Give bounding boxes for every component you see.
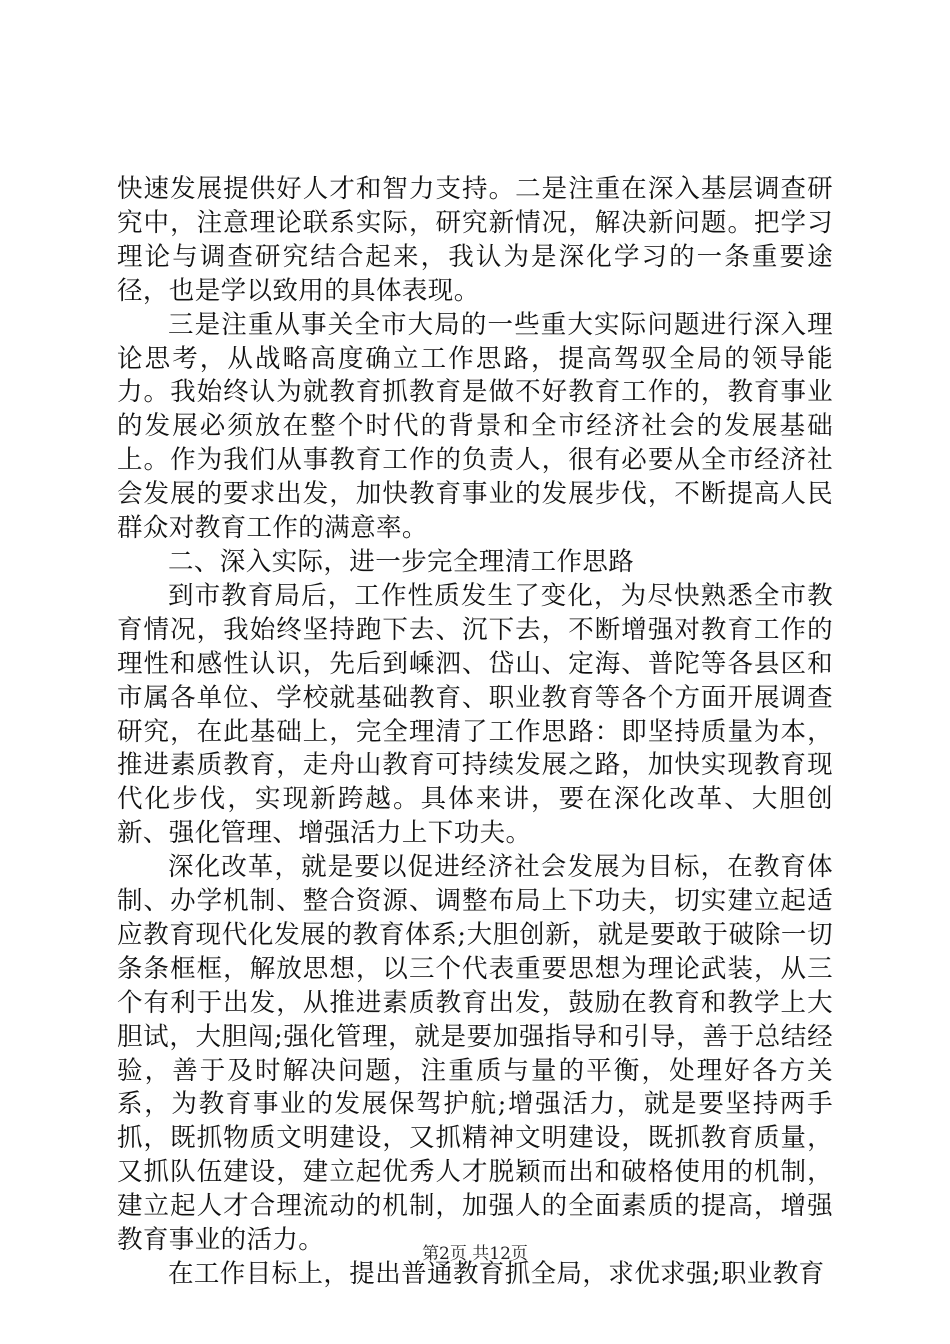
paragraph-work-goals: 在工作目标上，提出普通教育抓全局，求优求强;职业教育 <box>168 1259 825 1289</box>
paragraph-work-ideas: 到市教育局后，工作性质发生了变化，为尽快熟悉全市教育情况，我始终坚持跑下去、沉下去，不断增强对教育工作的理性和感性认识，先后到嵊泗、岱山、定海、普陀等各县区和市属各单位、学校就基础教育、职业教育等各个方面开展调查研究，在此基础上，完全理清了工作思路：即坚持质量为本，推进素质教育，走舟山教育可持续发展之路，加快实现教育现代化步伐，实现新跨越。具体来讲，要在深化改革、大胆创新、强化管理、增强活力上下功夫。 <box>117 580 833 849</box>
section-heading: 二、深入实际，进一步完全理清工作思路 <box>168 546 635 577</box>
document-body <box>117 173 833 1292</box>
paragraph-strategic-thinking: 三是注重从事关全市大局的一些重大实际问题进行深入理论思考，从战略高度确立工作思路，提高驾驭全局的领导能力。我始终认为就教育抓教育是做不好教育工作的，教育事业的发展必须放在整个时代的背景和全市经济社会的发展基础上。作为我们从事教育工作的负责人，很有必要从全市经济社会发展的要求出发，加快教育事业的发展步伐，不断提高人民群众对教育工作的满意率。 <box>117 309 833 544</box>
paragraph-reform-details: 深化改革，就是要以促进经济社会发展为目标，在教育体制、办学机制、整合资源、调整布局上下功夫，切实建立起适应教育现代化发展的教育体系;大胆创新，就是要敢于破除一切条条框框，解放思想，以三个代表重要思想为理论武装，从三个有利于出发，从推进素质教育出发，鼓励在教育和教学上大胆试，大胆闯;强化管理，就是要加强指导和引导，善于总结经验，善于及时解决问题，注重质与量的平衡，处理好各方关系，为教育事业的发展保驾护航;增强活力，就是要坚持两手抓，既抓物质文明建设，又抓精神文明建设，既抓教育质量，又抓队伍建设，建立起优秀人才脱颖而出和破格使用的机制，建立起人才合理流动的机制，加强人的全面素质的提高，增强教育事业的活力。 <box>117 852 833 1256</box>
paragraph-continuation: 快速发展提供好人才和智力支持。二是注重在深入基层调查研究中，注意理论联系实际，研究新情况，解决新问题。把学习理论与调查研究结合起来，我认为是深化学习的一条重要途径，也是学以致用的具体表现。 <box>117 174 833 306</box>
page-footer: 第2页 共12页 <box>422 1244 528 1264</box>
